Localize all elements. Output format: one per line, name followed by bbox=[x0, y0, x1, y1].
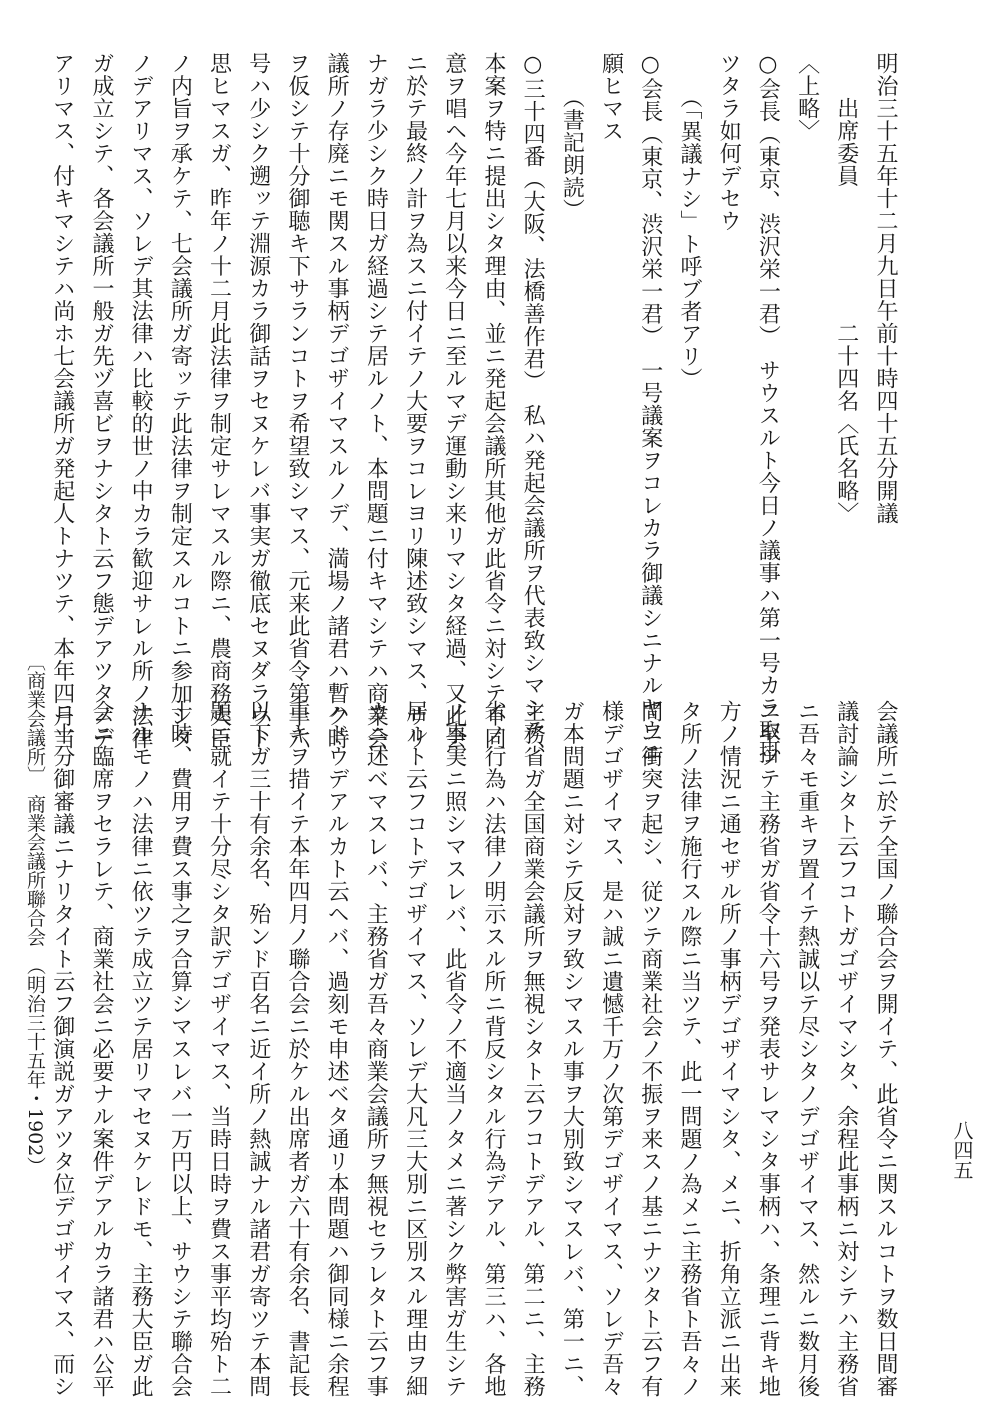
text-line: ニ於テ最終ノ計ヲ為スニ付イテノ大要ヲコレヨリ陳述致シマス、サリ bbox=[402, 52, 428, 750]
text-line: 会議所ニ於テ全国ノ聯合会ヲ開イテ、此省令ニ関スルコトヲ数日間審 bbox=[873, 700, 898, 1398]
text-line: ニ吾々モ重キヲ置イテ熱誠以テ尽シタノデゴザイマス、然ルニ数月後 bbox=[794, 700, 820, 1398]
text-line: 題ニ就イテ十分尽シタ訳デゴザイマス、当時日時ヲ費ス事平均殆ト二 bbox=[206, 700, 232, 1398]
text-line: 明治三十五年十二月九日午前十時四十五分開議 bbox=[873, 52, 898, 525]
text-line: 様デゴザイマス、是ハ誠ニ遺憾千万ノ次第デゴザイマス、ソレデ吾々 bbox=[598, 700, 624, 1398]
text-line: ノ事実ニ照シマスレバ、此省令ノ不適当ノタメニ著シク弊害ガ生シテ bbox=[441, 700, 467, 1398]
text-line: ○会長（東京、渋沢栄一君） 一号議案ヲコレカラ御議シニナルヤウニ bbox=[637, 52, 663, 764]
text-line: 本案ヲ特ニ提出シタ理由、並ニ発起会議所其他ガ此省令ニ対シテ不同 bbox=[480, 52, 506, 750]
text-line: 会ニ臨席ヲセラレテ、商業社会ニ必要ナル案件デアルカラ諸君ハ公平 bbox=[88, 700, 114, 1398]
text-line: ナガラ少シク時日ガ経過シテ居ルノト、本問題ニ付キマシテハ商業会 bbox=[363, 52, 389, 750]
upper-text-block bbox=[49, 52, 905, 764]
text-line: 重キヲ措イテ本年四月ノ聯合会ニ於ケル出席者ガ六十有余名、書記長 bbox=[284, 700, 310, 1398]
text-line: 出席委員 二十四名〈氏名略〉 bbox=[833, 52, 859, 525]
text-line: ○三十四番（大阪、法橋善作君） 私ハ発起会議所ヲ代表致シマシテ、 bbox=[520, 52, 546, 764]
text-line: ツタラ如何デセウ bbox=[716, 52, 742, 232]
text-line: ハドウデアルカト云ヘバ、過刻モ申述ベタ通リ本問題ハ御同様ニ余程 bbox=[324, 700, 350, 1398]
text-line: ニ至ツテ主務省ガ省令十六号ヲ発表サレマシタ事柄ハ、条理ニ背キ地 bbox=[755, 700, 781, 1398]
text-line: カニ述ベマスレバ、主務省ガ吾々商業会議所ヲ無視セラレタト云フ事 bbox=[363, 700, 389, 1398]
text-line: ヲ仮シテ十分御聴キ下サランコトヲ希望致シマス、元来此省令第十六 bbox=[284, 52, 310, 750]
text-line: 十時、費用ヲ費ス事之ヲ合算シマスレバ一万円以上、サウシテ聯合会 bbox=[167, 700, 193, 1398]
page-number: 八四五 bbox=[950, 1120, 974, 1180]
text-line: 間ニ衝突ヲ起シ、従ツテ商業社会ノ不振ヲ来スノ基ニナツタト云フ有 bbox=[637, 700, 663, 1398]
text-line: ノデアリマス、ソレデ其法律ハ比較的世ノ中カラ歓迎サレル所ノ法律 bbox=[128, 52, 154, 750]
text-line: （書記朗読） bbox=[559, 52, 585, 221]
text-line: 意ヲ唱ヘ今年七月以来今日ニ至ルマデ運動シ来リマシタ経過、又此会 bbox=[441, 52, 467, 750]
running-header: 〔商業会議所〕 商業会議所聯合会 （明治三十五年・1902） bbox=[24, 652, 46, 1176]
lower-text-block bbox=[49, 700, 905, 1398]
text-line: ノ内旨ヲ承ケテ、七会議所ガ寄ッテ此法律ヲ制定スルコトニ参加シタ bbox=[167, 52, 193, 750]
text-line: ナルモノハ法律ニ依ツテ成立ツテ居リマセヌケレドモ、主務大臣ガ此 bbox=[128, 700, 154, 1398]
text-line: 〈上略〉 bbox=[794, 52, 820, 142]
text-line: タ所ノ法律ヲ施行スル際ニ当ツテ、此一問題ノ為メニ主務省ト吾々ノ bbox=[676, 700, 702, 1398]
text-line: ガ成立シテ、各会議所一般ガ先ヅ喜ビヲナシタト云フ態デアツタノデ bbox=[88, 52, 114, 750]
text-line: 居ルト云フコトデゴザイマス、ソレデ大凡三大別ニ区別スル理由ヲ細 bbox=[402, 700, 428, 1398]
text-line: ニ十分御審議ニナリタイト云フ御演説ガアツタ位デゴザイマス、而シ bbox=[49, 700, 75, 1398]
text-line: 方ノ情況ニ通セザル所ノ事柄デゴザイマシタ、メニ、折角立派ニ出来 bbox=[716, 700, 742, 1398]
text-line: アリマス、付キマシテハ尚ホ七会議所ガ発起人トナツテ、本年四月当 bbox=[49, 52, 75, 750]
text-line: 議所ノ存廃ニモ関スル事柄デゴザイマスルノデ、満場ノ諸君ハ暫ク時 bbox=[324, 52, 350, 750]
text-line: ガ本問題ニ対シテ反対ヲ致シマスル事ヲ大別致シマスレバ、第一ニ、 bbox=[559, 700, 585, 1398]
text-line: 号ハ少シク遡ッテ淵源カラ御話ヲセヌケレバ事実ガ徹底セヌダラウト bbox=[245, 52, 271, 750]
text-line: 省ノ行為ハ法律ノ明示スル所ニ背反シタル行為デアル、第三ハ、各地 bbox=[480, 700, 506, 1398]
text-line: 以下ガ三十有余名、殆ンド百名ニ近イ所ノ熱誠ナル諸君ガ寄ツテ本問 bbox=[245, 700, 271, 1398]
text-line: 議討論シタト云フコトガゴザイマシタ、余程此事柄ニ対シテハ主務省 bbox=[833, 700, 859, 1398]
text-line: ○会長（東京、渋沢栄一君） サウスルト今日ノ議事ハ第一号カラ取掛 bbox=[755, 52, 781, 764]
text-line: 願ヒマス bbox=[598, 52, 624, 142]
text-line: 思ヒマスガ、昨年ノ十二月此法律ヲ制定サレマスル際ニ、農商務大臣 bbox=[206, 52, 232, 750]
text-line: 主務省ガ全国商業会議所ヲ無視シタト云フコトデアル、第二ニ、主務 bbox=[520, 700, 546, 1398]
text-line: （「異議ナシ」ト呼ブ者アリ） bbox=[676, 52, 702, 390]
